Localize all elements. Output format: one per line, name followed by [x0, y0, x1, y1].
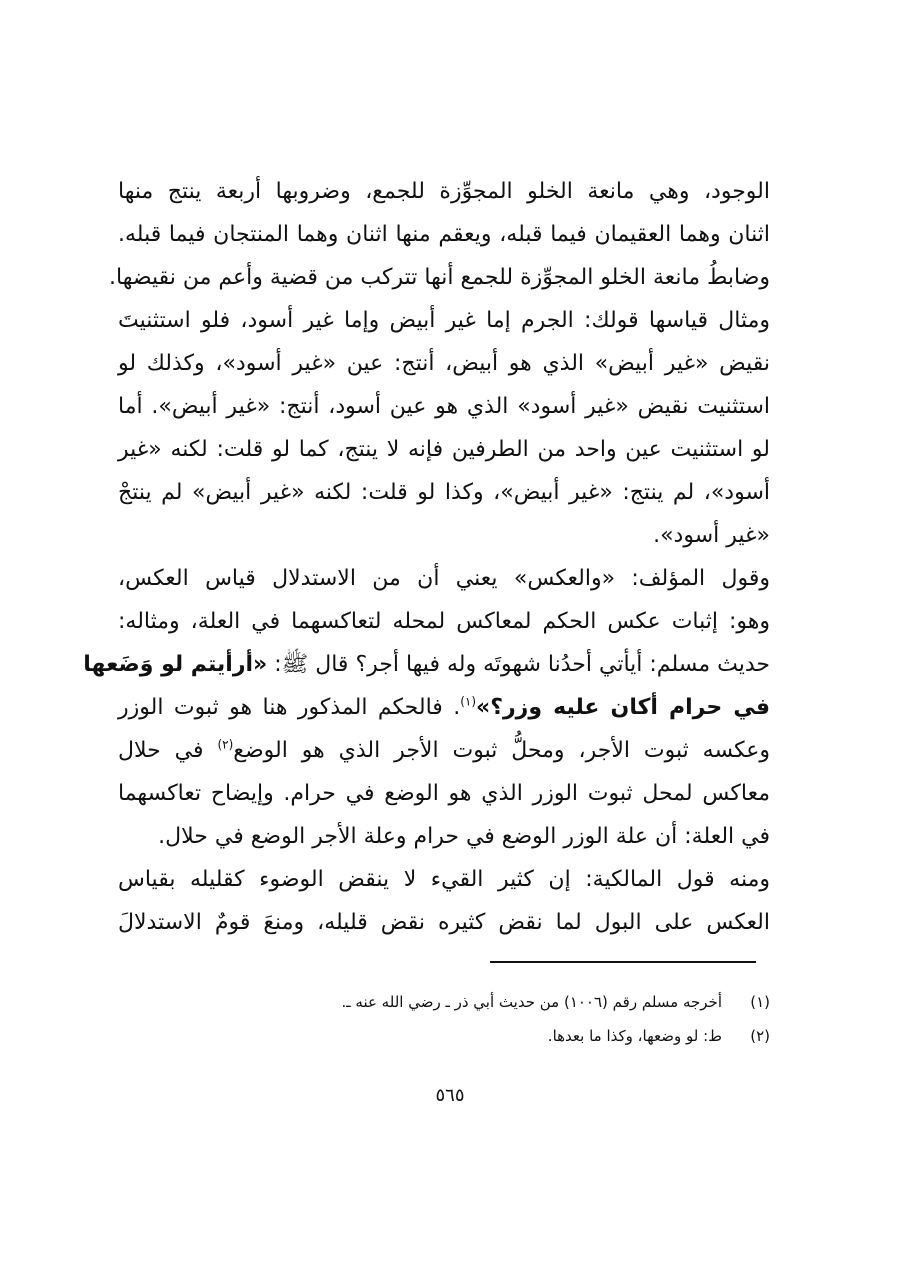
line-normal-text: حديث مسلم: أيأتي أحدُنا شهوتَه وله فيها أجر؟ قال ﷺ: — [267, 652, 770, 677]
text-line-hadith-cont — [118, 686, 770, 729]
footnote-marker-2[interactable]: (٢) — [217, 737, 234, 752]
text-line: الوجود، وهي مانعة الخلو المجوِّزة للجمع، وضروبها أربعة ينتج منها — [118, 179, 770, 204]
text-line: وهو: إثبات عكس الحكم لمعاكس لمحله لتعاكسهما في العلة، ومثاله: — [118, 609, 770, 634]
text-line: معاكس لمحل ثبوت الوزر الذي هو الوضع في حرام. وإيضاح تعاكسهما — [118, 781, 770, 806]
text-line: في العلة: أن علة الوزر الوضع في حرام وعلة الأجر الوضع في حلال. — [158, 824, 770, 849]
footnote-text: أخرجه مسلم رقم (١٠٠٦) من حديث أبي ذر ـ رضي الله عنه ـ. — [341, 993, 722, 1011]
text-line-hadith — [83, 643, 770, 686]
text-line: «غير أسود». — [653, 523, 770, 548]
footnotes — [118, 985, 770, 1053]
text-line: اثنان وهما العقيمان فيما قبله، ويعقم منها اثنان وهما المنتجان فيما قبله. — [118, 222, 770, 247]
footnote-text: ط: لو وضعها، وكذا ما بعدها. — [547, 1027, 722, 1045]
line-normal-text: وعكسه ثبوت الأجر، ومحلُّ ثبوت الأجر الذي هو الوضع — [233, 738, 770, 763]
footnote-number: (٢) — [750, 1027, 770, 1045]
text-line: ومثال قياسها قولك: الجرم إما غير أبيض وإما غير أسود، فلو استثنيتَ — [118, 308, 770, 333]
main-text — [83, 170, 770, 944]
text-line — [118, 729, 770, 772]
line-normal-text: في حلال — [118, 738, 218, 763]
footnote-number: (١) — [750, 993, 770, 1011]
hadith-quote: «أرأيتم لو وَضَعها — [83, 652, 268, 677]
text-line: وقول المؤلف: «والعكس» يعني أن من الاستدلال قياس العكس، — [118, 566, 770, 591]
footnote — [118, 985, 770, 1019]
text-line: وضابطُ مانعة الخلو المجوِّزة للجمع أنها تتركب من قضية وأعم من نقيضها. — [109, 265, 770, 290]
text-line: استثنيت نقيض «غير أسود» الذي هو عين أسود، أنتج: «غير أبيض». أما — [118, 394, 770, 419]
text-line: أسود»، لم ينتج: «غير أبيض»، وكذا لو قلت: لكنه «غير أبيض» لم ينتجْ — [118, 480, 770, 505]
footnote-separator — [490, 961, 756, 963]
text-line: العكس على البول لما نقض كثيره نقض قليله، ومنعَ قومٌ الاستدلالَ — [118, 910, 770, 935]
footnote-marker-1[interactable]: (١) — [460, 694, 477, 709]
text-line: ومنه قول المالكية: إن كثير القيء لا ينقض الوضوء كقليله بقياس — [118, 867, 770, 892]
text-line: لو استثنيت عين واحد من الطرفين فإنه لا ينتج، كما لو قلت: لكنه «غير — [118, 437, 770, 462]
page-number: ٥٦٥ — [435, 1085, 465, 1106]
text-line: نقيض «غير أبيض» الذي هو أبيض، أنتج: عين «غير أسود»، وكذلك لو — [118, 351, 770, 376]
footnote — [118, 1019, 770, 1053]
line-normal-text: . فالحكم المذكور هنا هو ثبوت الوزر — [118, 695, 461, 720]
hadith-quote: في حرام أكان عليه وزر؟» — [476, 695, 770, 720]
